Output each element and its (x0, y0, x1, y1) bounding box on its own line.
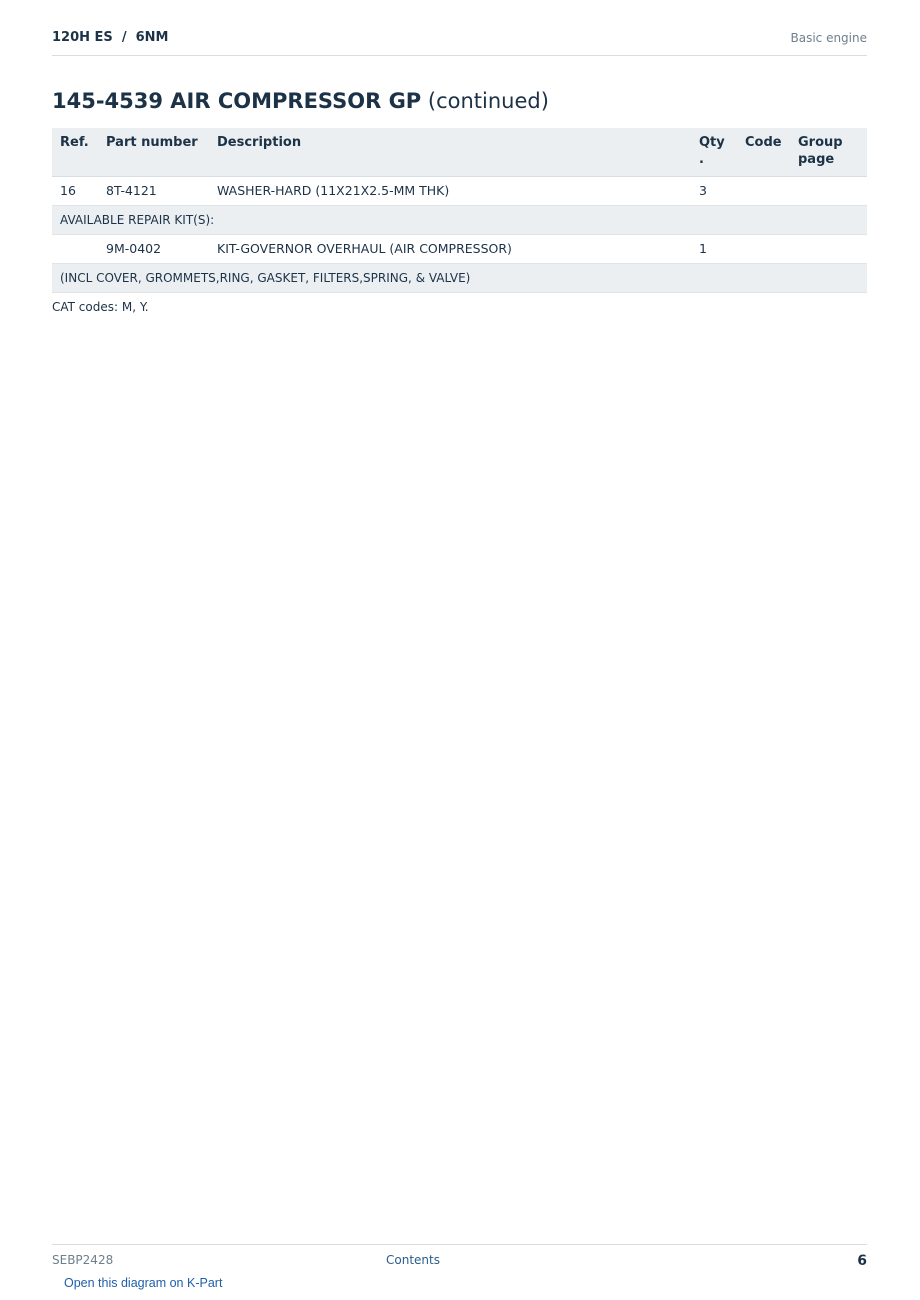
cell-group-page (790, 235, 867, 264)
column-header-part-number: Part number (98, 128, 209, 177)
column-header-group-page: Group page (790, 128, 867, 177)
cell-code (737, 235, 790, 264)
document-id: SEBP2428 (52, 1253, 114, 1267)
column-header-description: Description (209, 128, 691, 177)
column-header-ref: Ref. (52, 128, 98, 177)
table-row (52, 235, 867, 264)
table-header-row (52, 128, 867, 177)
column-header-qty: Qty . (691, 128, 737, 177)
page-number: 6 (857, 1253, 867, 1269)
cell-part-number: 9M-0402 (98, 235, 209, 264)
page-title (52, 89, 549, 113)
repair-kits-label: AVAILABLE REPAIR KIT(S): (52, 206, 867, 235)
cell-qty: 3 (691, 177, 737, 206)
cell-qty: 1 (691, 235, 737, 264)
column-header-code: Code (737, 128, 790, 177)
cat-codes: CAT codes: M, Y. (52, 300, 149, 314)
open-kpart-link[interactable]: Open this diagram on K-Part (64, 1276, 223, 1290)
cell-part-number: 8T-4121 (98, 177, 209, 206)
contents-link[interactable]: Contents (386, 1253, 440, 1267)
page-header (52, 28, 867, 56)
title-continued: (continued) (427, 89, 549, 113)
cell-description: KIT-GOVERNOR OVERHAUL (AIR COMPRESSOR) (209, 235, 691, 264)
parts-table (52, 128, 867, 293)
cell-ref: 16 (52, 177, 98, 206)
cell-group-page (790, 177, 867, 206)
cell-code (737, 177, 790, 206)
table-row (52, 177, 867, 206)
section-label: Basic engine (790, 31, 867, 45)
kit-note-row (52, 264, 867, 293)
kit-note: (INCL COVER, GROMMETS,RING, GASKET, FILTERS,SPRING, & VALVE) (52, 264, 867, 293)
repair-kits-row (52, 206, 867, 235)
page-footer (52, 1244, 867, 1269)
cell-ref (52, 235, 98, 264)
group-title: 145-4539 AIR COMPRESSOR GP (52, 89, 422, 113)
cell-description: WASHER-HARD (11X21X2.5-MM THK) (209, 177, 691, 206)
model-serial-label: 120H ES / 6NM (52, 30, 169, 45)
